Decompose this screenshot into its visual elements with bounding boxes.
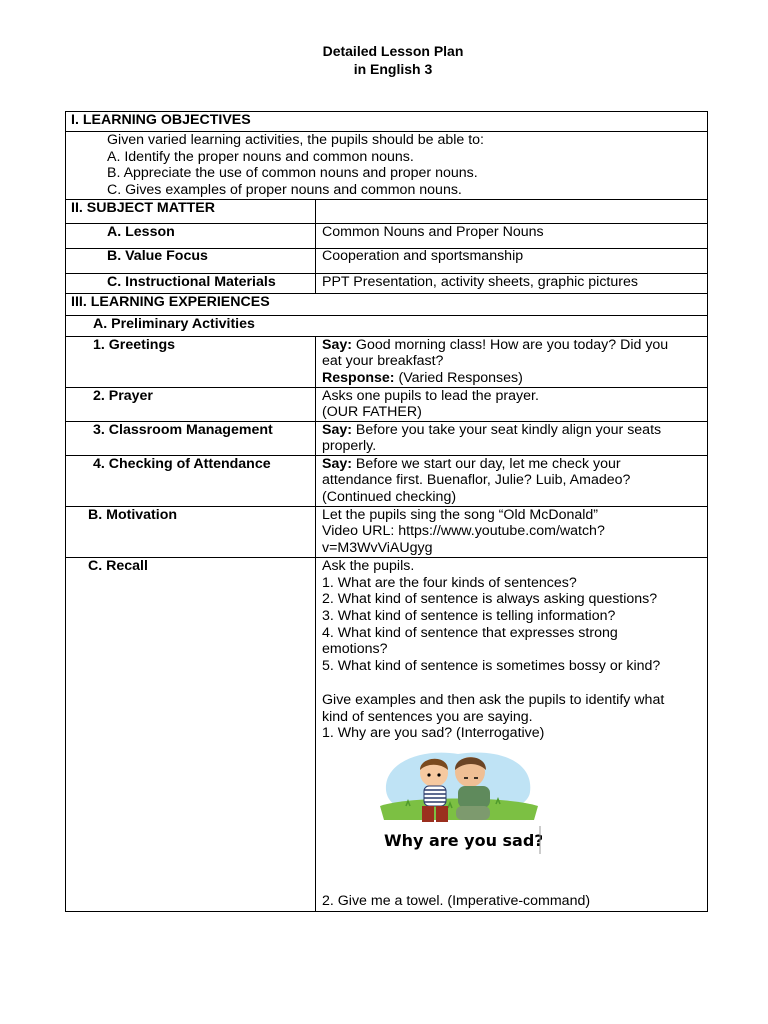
classroom-say-text: Before you take your seat kindly align your seats [351, 422, 662, 438]
boy-eye [437, 773, 440, 776]
recall-label: C. Recall [88, 558, 148, 574]
motivation-url-cont: v=M3WvViAUgyg [322, 540, 433, 556]
prayer-label: 2. Prayer [93, 388, 153, 404]
greetings-response [322, 370, 523, 387]
document-title: Detailed Lesson Plan [322, 43, 464, 59]
response-text: (Varied Responses) [394, 370, 523, 386]
value-focus-value: Cooperation and sportsmanship [322, 248, 524, 264]
boy-eye [427, 773, 430, 776]
greetings-line2: eat your breakfast? [322, 353, 444, 369]
prayer-line1: Asks one pupils to lead the prayer. [322, 388, 539, 404]
objectives-heading: I. LEARNING OBJECTIVES [71, 112, 251, 128]
two-boys-illustration [378, 748, 542, 854]
say-label: Say: [322, 456, 352, 472]
classroom-line2: properly. [322, 438, 377, 454]
greetings-label: 1. Greetings [93, 337, 176, 353]
say-label: Say: [322, 422, 352, 438]
attendance-say [322, 456, 621, 473]
say-label: Say: [322, 337, 352, 353]
green-shirt [458, 786, 490, 808]
boy-pants [436, 806, 448, 822]
example-1: 1. Why are you sad? (Interrogative) [322, 725, 545, 741]
striped-shirt [424, 786, 446, 806]
column-divider [315, 336, 316, 912]
classroom-say [322, 422, 661, 439]
greetings-say-text: Good morning class! How are you today? Did you [351, 337, 669, 353]
experiences-heading: III. LEARNING EXPERIENCES [71, 294, 270, 310]
recall-question: 3. What kind of sentence is telling information? [322, 608, 616, 624]
lesson-label: A. Lesson [107, 224, 175, 240]
classroom-label: 3. Classroom Management [93, 422, 273, 438]
materials-label: C. Instructional Materials [107, 274, 276, 290]
attendance-line3: (Continued checking) [322, 489, 457, 505]
recall-question: 5. What kind of sentence is sometimes bossy or kind? [322, 658, 661, 674]
materials-value: PPT Presentation, activity sheets, graphic pictures [322, 274, 638, 290]
attendance-say-text: Before we start our day, let me check your [351, 456, 621, 472]
sad-boy-legs [456, 806, 490, 820]
value-focus-label: B. Value Focus [107, 248, 208, 264]
lesson-value: Common Nouns and Proper Nouns [322, 224, 544, 240]
column-divider [315, 199, 316, 294]
recall-question: 2. What kind of sentence is always asking questions? [322, 591, 658, 607]
motivation-label: B. Motivation [88, 507, 178, 523]
image-caption: Why are you sad? [384, 831, 542, 850]
objective-item: B. Appreciate the use of common nouns and proper nouns. [107, 165, 478, 181]
greetings-say [322, 337, 668, 354]
two-boys-image [378, 748, 542, 854]
example-2: 2. Give me a towel. (Imperative-command) [322, 893, 591, 909]
preliminary-heading: A. Preliminary Activities [93, 316, 255, 332]
attendance-line2: attendance first. Buenaflor, Julie? Luib, Amadeo? [322, 472, 631, 488]
attendance-label: 4. Checking of Attendance [93, 456, 271, 472]
recall-question: 4. What kind of sentence that expresses strong [322, 625, 618, 641]
objective-item: A. Identify the proper nouns and common nouns. [107, 149, 414, 165]
response-label: Response: [322, 370, 395, 386]
subject-matter-heading: II. SUBJECT MATTER [71, 200, 215, 216]
recall-question: 1. What are the four kinds of sentences? [322, 575, 577, 591]
prayer-line2: (OUR FATHER) [322, 404, 422, 420]
examples-line2: kind of sentences you are saying. [322, 709, 533, 725]
objectives-intro: Given varied learning activities, the pupils should be able to: [107, 132, 484, 148]
motivation-line1: Let the pupils sing the song “Old McDonald” [322, 507, 599, 523]
boy-pants [422, 806, 434, 822]
objective-item: C. Gives examples of proper nouns and common nouns. [107, 182, 462, 198]
recall-intro: Ask the pupils. [322, 558, 415, 574]
recall-question: emotions? [322, 641, 388, 657]
document-subtitle: in English 3 [353, 61, 433, 77]
motivation-url: Video URL: https://www.youtube.com/watch? [322, 523, 605, 539]
examples-line1: Give examples and then ask the pupils to identify what [322, 692, 665, 708]
